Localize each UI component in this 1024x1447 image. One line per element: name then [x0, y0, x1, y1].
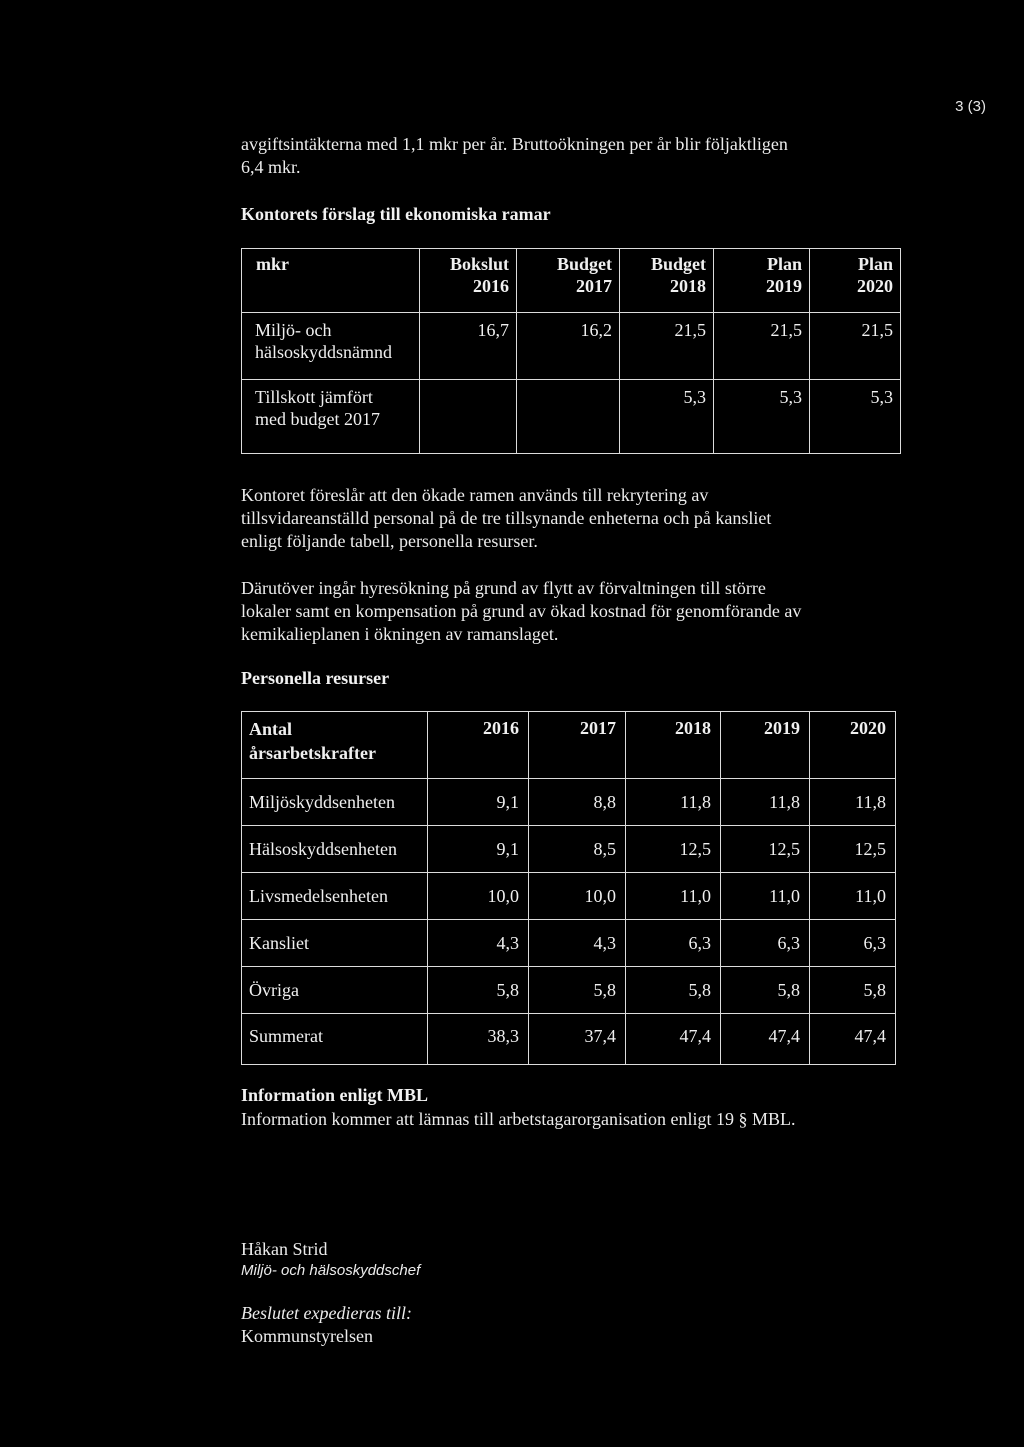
row-label: Tillskott jämfört med budget 2017	[242, 380, 420, 454]
table-row	[242, 826, 896, 873]
intro-line: 6,4 mkr.	[241, 157, 301, 177]
table-cell: 21,5	[714, 313, 810, 380]
table-cell: 5,8	[529, 967, 626, 1014]
dispatch-label: Beslutet expedieras till:	[241, 1303, 412, 1323]
table-cell: 5,8	[626, 967, 721, 1014]
table-cell: 8,8	[529, 779, 626, 826]
signature-title: Miljö- och hälsoskyddschef	[241, 1262, 421, 1279]
table-cell: 47,4	[810, 1014, 896, 1065]
paragraph-line: tillsvidareanställd personal på de tre tillsynande enheterna och på kansliet	[241, 508, 772, 528]
row-label: Övriga	[242, 967, 428, 1014]
table-header-row	[242, 712, 896, 779]
table-cell: 9,1	[428, 826, 529, 873]
table-cell: 11,8	[810, 779, 896, 826]
paragraph-line: Kontoret föreslår att den ökade ramen används till rekrytering av	[241, 485, 709, 505]
table-cell: 37,4	[529, 1014, 626, 1065]
table-cell: 5,8	[428, 967, 529, 1014]
table-row	[242, 1014, 896, 1065]
table-cell	[517, 380, 620, 454]
personnel-table	[241, 711, 896, 1065]
paragraph-line: lokaler samt en kompensation på grund av ökad kostnad för genomförande av	[241, 601, 802, 621]
table-cell: 12,5	[810, 826, 896, 873]
table-cell: 11,0	[626, 873, 721, 920]
column-header: 2018	[626, 712, 721, 779]
table-cell: 5,8	[810, 967, 896, 1014]
column-header: Plan 2020	[810, 249, 901, 313]
row-label: Hälsoskyddsenheten	[242, 826, 428, 873]
row-label: Kansliet	[242, 920, 428, 967]
column-header: Bokslut 2016	[420, 249, 517, 313]
table-cell	[420, 380, 517, 454]
column-header: Plan 2019	[714, 249, 810, 313]
table-row	[242, 380, 901, 454]
column-header: Budget 2017	[517, 249, 620, 313]
mbl-text: Information kommer att lämnas till arbetstagarorganisation enligt 19 § MBL.	[241, 1109, 796, 1129]
column-header: 2016	[428, 712, 529, 779]
mbl-heading: Information enligt MBL	[241, 1085, 428, 1105]
table-cell: 6,3	[626, 920, 721, 967]
column-header: 2019	[721, 712, 810, 779]
row-label: Miljöskyddsenheten	[242, 779, 428, 826]
table-cell: 4,3	[428, 920, 529, 967]
table-cell: 16,2	[517, 313, 620, 380]
table-cell: 4,3	[529, 920, 626, 967]
table-row	[242, 873, 896, 920]
table-cell: 5,3	[810, 380, 901, 454]
table-cell: 11,8	[721, 779, 810, 826]
table-row	[242, 967, 896, 1014]
table-cell: 6,3	[810, 920, 896, 967]
table-row	[242, 920, 896, 967]
table-cell: 11,8	[626, 779, 721, 826]
table-corner-cell: mkr	[242, 249, 420, 313]
table-cell: 10,0	[428, 873, 529, 920]
intro-paragraph	[241, 133, 891, 179]
table-cell: 5,8	[721, 967, 810, 1014]
table-row	[242, 779, 896, 826]
table-cell: 11,0	[721, 873, 810, 920]
table-cell: 5,3	[714, 380, 810, 454]
budget-table	[241, 248, 901, 454]
table-cell: 21,5	[620, 313, 714, 380]
table-cell: 16,7	[420, 313, 517, 380]
table-cell: 5,3	[620, 380, 714, 454]
table-cell: 21,5	[810, 313, 901, 380]
column-header: 2017	[529, 712, 626, 779]
table-cell: 47,4	[626, 1014, 721, 1065]
row-label: Miljö- och hälsoskyddsnämnd	[242, 313, 420, 380]
paragraph-line: enligt följande tabell, personella resurser.	[241, 531, 538, 551]
table-header-row	[242, 249, 901, 313]
row-label: Summerat	[242, 1014, 428, 1065]
table-cell: 11,0	[810, 873, 896, 920]
paragraph-line: Därutöver ingår hyresökning på grund av flytt av förvaltningen till större	[241, 578, 766, 598]
table-cell: 6,3	[721, 920, 810, 967]
row-label: Livsmedelsenheten	[242, 873, 428, 920]
page-number: 3 (3)	[955, 98, 986, 115]
signature-name: Håkan Strid	[241, 1239, 328, 1259]
rent-paragraph	[241, 577, 891, 646]
paragraph-line: kemikalieplanen i ökningen av ramanslaget.	[241, 624, 559, 644]
personnel-heading: Personella resurser	[241, 668, 390, 688]
table-cell: 8,5	[529, 826, 626, 873]
table-corner-cell: Antal årsarbetskrafter	[242, 712, 428, 779]
table-cell: 12,5	[721, 826, 810, 873]
table-row	[242, 313, 901, 380]
column-header: Budget 2018	[620, 249, 714, 313]
column-header: 2020	[810, 712, 896, 779]
table-cell: 12,5	[626, 826, 721, 873]
budget-heading: Kontorets förslag till ekonomiska ramar	[241, 204, 551, 224]
intro-line: avgiftsintäkterna med 1,1 mkr per år. Bruttoökningen per år blir följaktligen	[241, 134, 788, 154]
table-cell: 47,4	[721, 1014, 810, 1065]
table-cell: 10,0	[529, 873, 626, 920]
table-cell: 38,3	[428, 1014, 529, 1065]
dispatch-recipient: Kommunstyrelsen	[241, 1326, 373, 1346]
recruitment-paragraph	[241, 484, 891, 553]
table-cell: 9,1	[428, 779, 529, 826]
